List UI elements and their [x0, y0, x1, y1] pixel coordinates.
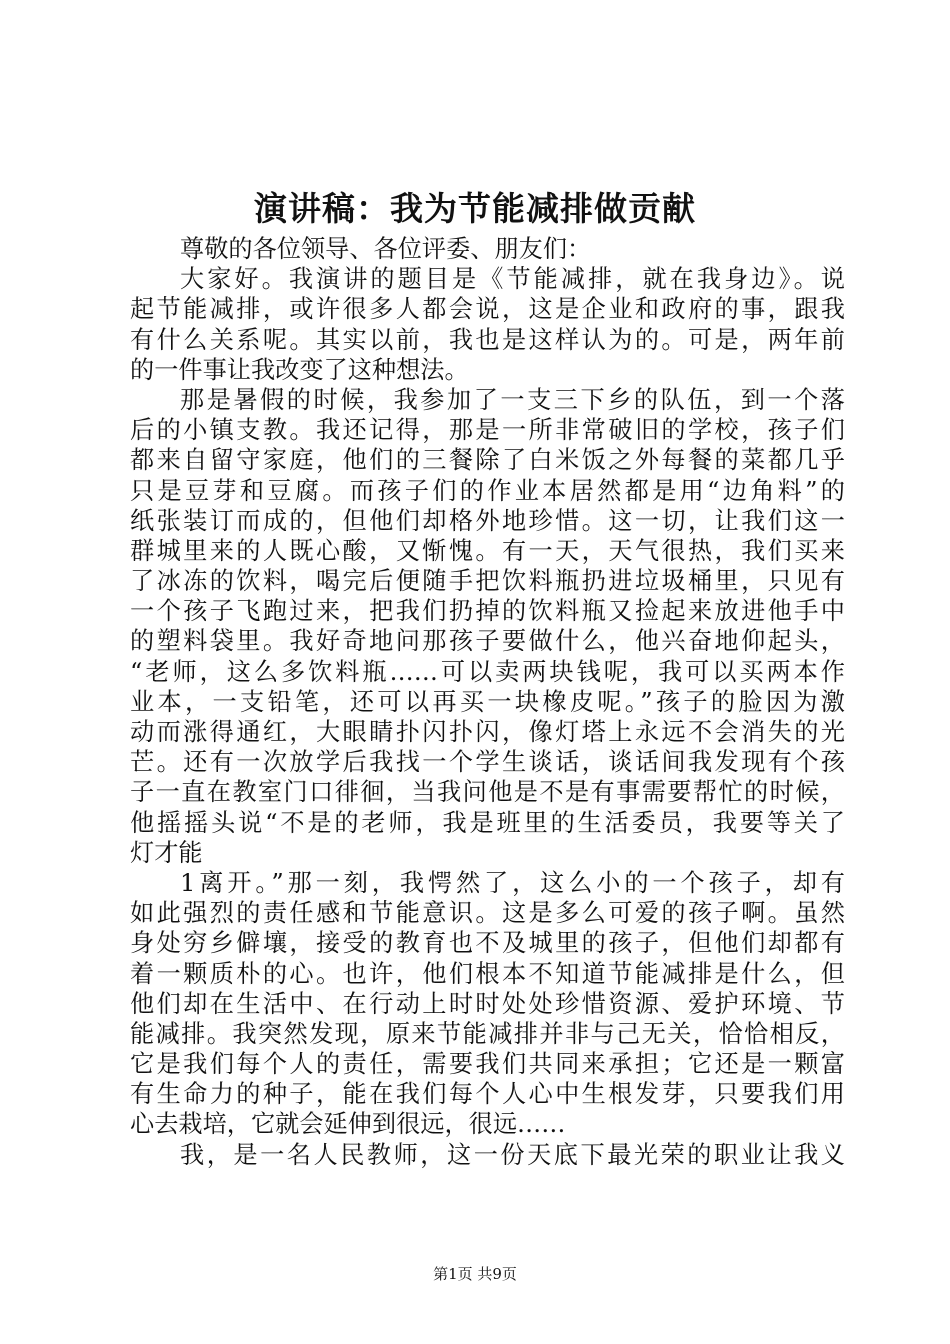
text-line: 都来自留守家庭，他们的三餐除了白米饭之外每餐的菜都几乎	[130, 446, 845, 475]
text-line: 他们却在生活中、在行动上时时处处珍惜资源、爱护环境、节	[130, 989, 845, 1018]
text-line: 有什么关系呢。其实以前，我也是这样认为的。可是，两年前	[130, 325, 845, 354]
text-line: 动而涨得通红，大眼睛扑闪扑闪，像灯塔上永远不会消失的光	[130, 718, 845, 746]
text-line: 身处穷乡僻壤，接受的教育也不及城里的孩子，但他们却都有	[130, 929, 845, 958]
text-line: 他摇摇头说“不是的老师，我是班里的生活委员，我要等关了	[130, 808, 845, 837]
text-line: 了冰冻的饮料，喝完后便随手把饮料瓶扔进垃圾桶里，只见有	[130, 567, 845, 596]
text-line: 能减排。我突然发现，原来节能减排并非与己无关，恰恰相反，	[130, 1019, 845, 1048]
text-line: 芒。还有一次放学后我找一个学生谈话，谈话间我发现有个孩	[130, 748, 845, 777]
text-line: 灯才能	[130, 838, 203, 867]
text-line: 它是我们每个人的责任，需要我们共同来承担；它还是一颗富	[130, 1050, 845, 1079]
page-footer: 第1页 共9页	[433, 1265, 517, 1283]
text-line: 只是豆芽和豆腐。而孩子们的作业本居然都是用“边角料”的	[130, 476, 845, 505]
text-line: 起节能减排，或许很多人都会说，这是企业和政府的事，跟我	[130, 295, 845, 324]
text-line: 子一直在教室门口徘徊，当我问他是不是有事需要帮忙的时候，	[130, 778, 845, 807]
text-line: 着一颗质朴的心。也许，他们根本不知道节能减排是什么，但	[130, 959, 845, 988]
text-line: 群城里来的人既心酸，又惭愧。有一天，天气很热，我们买来	[130, 536, 845, 565]
text-line: 尊敬的各位领导、各位评委、朋友们：	[180, 235, 592, 263]
document-title: 演讲稿：我为节能减排做贡献	[254, 189, 696, 228]
text-line: 如此强烈的责任感和节能意识。这是多么可爱的孩子啊。虽然	[130, 899, 845, 928]
text-line: 后的小镇支教。我还记得，那是一所非常破旧的学校，孩子们	[130, 416, 845, 445]
text-line: 有生命力的种子，能在我们每个人心中生根发芽，只要我们用	[130, 1080, 845, 1109]
text-line: 心去栽培，它就会延伸到很远，很远……	[130, 1110, 566, 1139]
document-body	[130, 234, 845, 1170]
text-line: 我，是一名人民教师，这一份天底下最光荣的职业让我义	[180, 1140, 845, 1169]
text-line: 1离开。”那一刻，我愕然了，这么小的一个孩子，却有	[180, 868, 845, 897]
text-line: “老师，这么多饮料瓶……可以卖两块钱呢，我可以买两本作	[130, 657, 845, 686]
text-line: 那是暑假的时候，我参加了一支三下乡的队伍，到一个落	[180, 385, 845, 414]
text-line: 的一件事让我改变了这种想法。	[130, 355, 469, 384]
text-line: 纸张装订而成的，但他们却格外地珍惜。这一切，让我们这一	[130, 506, 845, 535]
text-line: 一个孩子飞跑过来，把我们扔掉的饮料瓶又捡起来放进他手中	[130, 597, 845, 626]
text-line: 业本，一支铅笔，还可以再买一块橡皮呢。”孩子的脸因为激	[130, 687, 845, 716]
text-line: 大家好。我演讲的题目是《节能减排，就在我身边》。说	[180, 265, 845, 294]
text-line: 的塑料袋里。我好奇地问那孩子要做什么，他兴奋地仰起头，	[130, 627, 845, 656]
